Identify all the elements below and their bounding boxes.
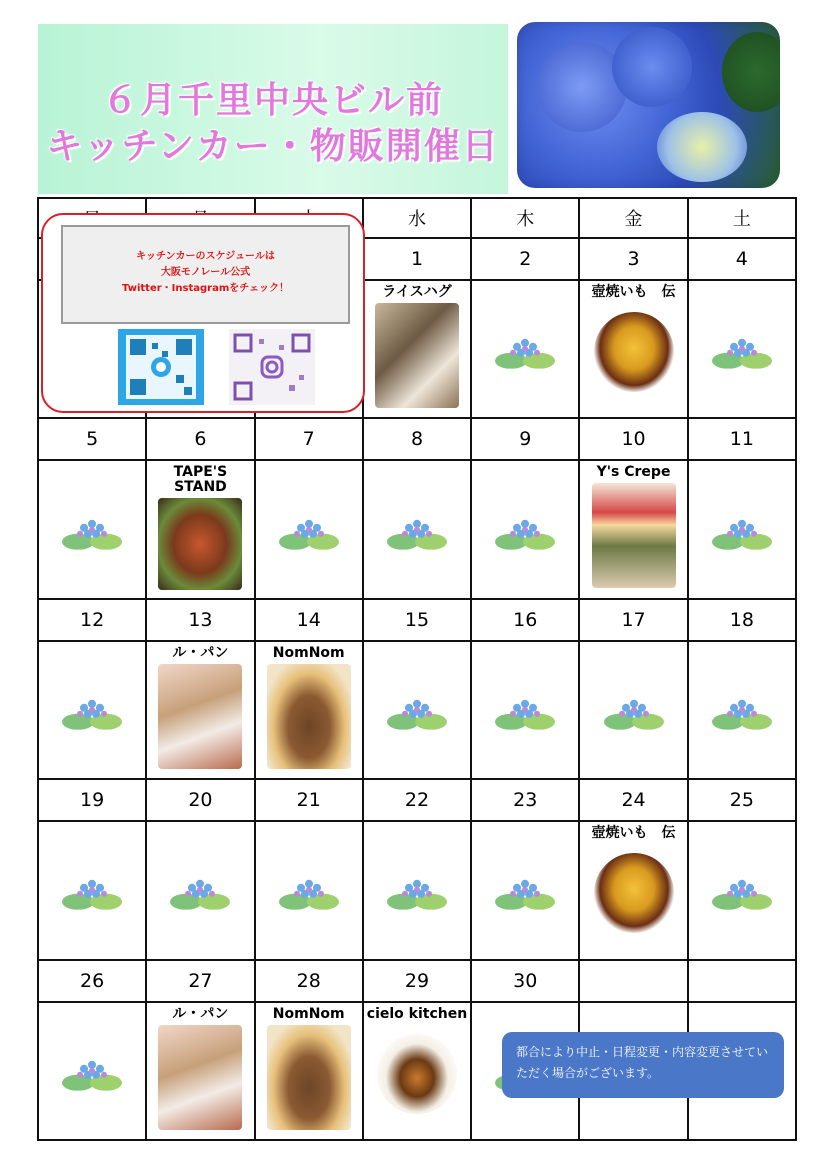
food-photo (377, 1034, 457, 1114)
instagram-qr-icon[interactable] (229, 329, 315, 405)
hydrangea-icon (712, 333, 772, 369)
date-cell-sat: 25 (688, 779, 796, 821)
date-cell-wed: 1 (363, 238, 471, 280)
event-cell-mon (146, 641, 254, 779)
event-row (38, 821, 796, 959)
event-cell-fri (579, 821, 687, 959)
event-row (38, 641, 796, 779)
hydrangea-icon (279, 513, 339, 549)
event-cell-sat (688, 280, 796, 418)
hydrangea-icon (62, 694, 122, 730)
popup-line-3: Twitter・Instagramをチェック！ (122, 283, 289, 294)
schedule-popup (41, 213, 365, 413)
event-cell-fri (579, 460, 687, 598)
event-cell-sun (38, 1002, 146, 1140)
weekday-wed: 水 (363, 198, 471, 238)
event-cell-thu (471, 641, 579, 779)
shop-name: ル・パン (172, 1005, 229, 1022)
hydrangea-icon (62, 874, 122, 910)
event-cell-wed (363, 280, 471, 418)
hydrangea-icon (495, 874, 555, 910)
event-cell-wed (363, 1002, 471, 1140)
date-cell-sun: 26 (38, 960, 146, 1002)
date-cell-fri: 10 (579, 418, 687, 460)
date-cell-mon: 13 (146, 599, 254, 641)
date-cell-mon: 27 (146, 960, 254, 1002)
twitter-qr-icon[interactable] (118, 329, 204, 405)
shop-name: cielo kitchen (366, 1005, 468, 1022)
hydrangea-icon (495, 513, 555, 549)
notice-box: 都合により中止・日程変更・内容変更させていただく場合がございます。 (502, 1032, 784, 1098)
date-cell-thu: 9 (471, 418, 579, 460)
hydrangea-photo (517, 22, 780, 188)
hydrangea-icon (495, 333, 555, 369)
date-cell-tue: 28 (255, 960, 363, 1002)
popup-line-1: キッチンカーのスケジュールは (136, 251, 275, 262)
hydrangea-icon (279, 874, 339, 910)
popup-message (61, 225, 350, 324)
date-cell-thu: 30 (471, 960, 579, 1002)
event-cell-wed (363, 641, 471, 779)
event-cell-thu (471, 821, 579, 959)
event-cell-wed (363, 460, 471, 598)
date-cell-thu: 2 (471, 238, 579, 280)
hydrangea-icon (387, 874, 447, 910)
date-cell-wed: 22 (363, 779, 471, 821)
hydrangea-icon (387, 694, 447, 730)
date-cell-tue: 21 (255, 779, 363, 821)
event-cell-sat (688, 460, 796, 598)
shop-name: ル・パン (172, 644, 229, 661)
shop-name: NomNom (272, 644, 345, 661)
date-cell-mon: 20 (146, 779, 254, 821)
event-cell-mon (146, 1002, 254, 1140)
popup-line-2: 大阪モノレール公式 (160, 267, 251, 278)
date-cell-sat: 4 (688, 238, 796, 280)
hydrangea-icon (62, 513, 122, 549)
date-cell-fri: 24 (579, 779, 687, 821)
date-cell-thu: 23 (471, 779, 579, 821)
food-photo (158, 1025, 242, 1130)
food-photo (592, 483, 676, 588)
event-cell-sat (688, 641, 796, 779)
event-cell-mon (146, 460, 254, 598)
shop-name: TAPE'S STAND (173, 464, 228, 496)
date-cell-sat (688, 960, 796, 1002)
date-cell-tue: 7 (255, 418, 363, 460)
hydrangea-icon (170, 874, 230, 910)
hydrangea-icon (604, 694, 664, 730)
event-cell-wed (363, 821, 471, 959)
weekday-thu: 木 (471, 198, 579, 238)
event-cell-sun (38, 460, 146, 598)
shop-name: ライスハグ (382, 284, 452, 301)
hydrangea-icon (62, 1055, 122, 1091)
date-cell-thu: 16 (471, 599, 579, 641)
food-photo (267, 1025, 351, 1130)
event-cell-sun (38, 821, 146, 959)
date-cell-wed: 8 (363, 418, 471, 460)
date-row (38, 779, 796, 821)
shop-name: Y's Crepe (596, 464, 671, 481)
title-line-2: キッチンカー・物販開催日 (46, 126, 500, 167)
event-row (38, 460, 796, 598)
date-cell-wed: 15 (363, 599, 471, 641)
food-photo (594, 853, 674, 933)
date-row (38, 418, 796, 460)
date-cell-sat: 18 (688, 599, 796, 641)
event-cell-sat (688, 821, 796, 959)
date-cell-sun: 5 (38, 418, 146, 460)
event-cell-mon (146, 821, 254, 959)
event-cell-tue (255, 821, 363, 959)
hydrangea-icon (712, 694, 772, 730)
hydrangea-icon (495, 694, 555, 730)
header-banner (38, 24, 508, 194)
event-cell-fri (579, 641, 687, 779)
food-photo (594, 312, 674, 392)
shop-name: NomNom (272, 1005, 345, 1022)
date-cell-tue: 14 (255, 599, 363, 641)
weekday-fri: 金 (579, 198, 687, 238)
date-cell-sun: 19 (38, 779, 146, 821)
date-cell-fri: 17 (579, 599, 687, 641)
food-photo (375, 303, 459, 408)
hydrangea-icon (712, 874, 772, 910)
shop-name: 壺焼いも 伝 (591, 825, 676, 842)
event-cell-fri (579, 280, 687, 418)
date-cell-sat: 11 (688, 418, 796, 460)
event-cell-tue (255, 1002, 363, 1140)
shop-name: 壺焼いも 伝 (591, 284, 676, 301)
date-cell-fri (579, 960, 687, 1002)
date-cell-sun: 12 (38, 599, 146, 641)
date-row (38, 599, 796, 641)
date-row (38, 960, 796, 1002)
event-cell-tue (255, 641, 363, 779)
hydrangea-icon (387, 513, 447, 549)
date-cell-mon: 6 (146, 418, 254, 460)
food-photo (158, 498, 242, 590)
event-cell-thu (471, 460, 579, 598)
hydrangea-icon (712, 513, 772, 549)
event-cell-tue (255, 460, 363, 598)
food-photo (267, 664, 351, 769)
food-photo (158, 664, 242, 769)
weekday-sat: 土 (688, 198, 796, 238)
date-cell-wed: 29 (363, 960, 471, 1002)
date-cell-fri: 3 (579, 238, 687, 280)
event-cell-sun (38, 641, 146, 779)
event-cell-thu (471, 280, 579, 418)
title-line-1: ６月千里中央ビル前 (101, 80, 444, 121)
